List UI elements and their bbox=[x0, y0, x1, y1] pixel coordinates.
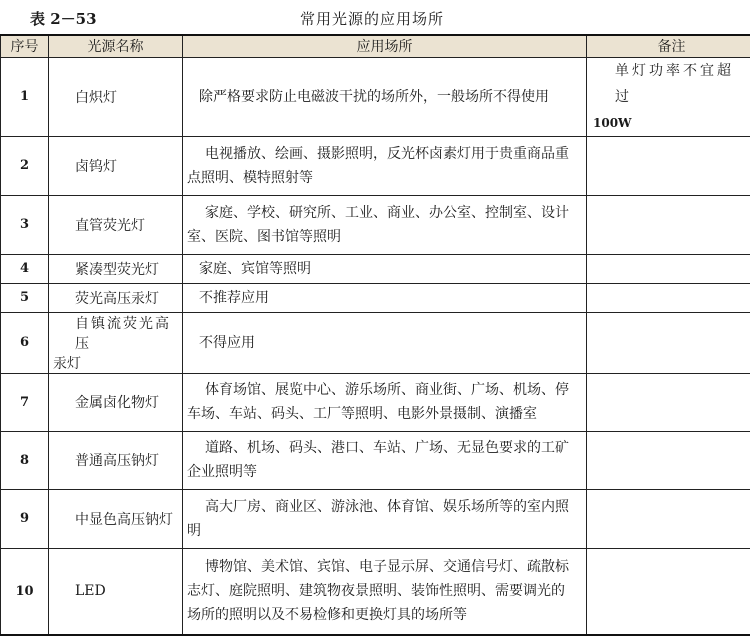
cell-name: 直管荧光灯 bbox=[49, 195, 183, 254]
cell-name: 荧光高压汞灯 bbox=[49, 283, 183, 312]
cell-use: 家庭、学校、研究所、工业、商业、办公室、控制室、设计室、医院、图书馆等照明 bbox=[183, 195, 587, 254]
cell-name: 紧凑型荧光灯 bbox=[49, 254, 183, 283]
cell-no: 9 bbox=[1, 489, 49, 548]
cell-name: 普通高压钠灯 bbox=[49, 431, 183, 489]
cell-use: 电视播放、绘画、摄影照明，反光杯卤素灯用于贵重商品重点照明、模特照射等 bbox=[183, 136, 587, 195]
cell-name: 金属卤化物灯 bbox=[49, 373, 183, 431]
cell-no: 10 bbox=[1, 548, 49, 635]
table-title: 常用光源的应用场所 bbox=[300, 8, 444, 29]
note-text: 单灯功率不宜超过 bbox=[593, 58, 750, 110]
cell-no: 5 bbox=[1, 283, 49, 312]
note-text-power: 100W bbox=[593, 110, 750, 136]
table-caption bbox=[0, 6, 750, 32]
cell-name: 中显色高压钠灯 bbox=[49, 489, 183, 548]
cell-use: 道路、机场、码头、港口、车站、广场、无显色要求的工矿企业照明等 bbox=[183, 431, 587, 489]
cell-use: 博物馆、美术馆、宾馆、电子显示屏、交通信号灯、疏散标志灯、庭院照明、建筑物夜景照明、装饰性照明、需要调光的场所的照明以及不易检修和更换灯具的场所等 bbox=[183, 548, 587, 635]
cell-note bbox=[587, 431, 750, 489]
cell-note bbox=[587, 283, 750, 312]
header-name: 光源名称 bbox=[49, 35, 183, 57]
cell-no: 8 bbox=[1, 431, 49, 489]
cell-note bbox=[587, 548, 750, 635]
cell-use: 家庭、宾馆等照明 bbox=[183, 254, 587, 283]
cell-name: 白炽灯 bbox=[49, 57, 183, 136]
header-no: 序号 bbox=[1, 35, 49, 57]
cell-note bbox=[587, 136, 750, 195]
cell-use: 不推荐应用 bbox=[183, 283, 587, 312]
table-header-row bbox=[1, 35, 750, 57]
cell-name: 卤钨灯 bbox=[49, 136, 183, 195]
cell-no: 3 bbox=[1, 195, 49, 254]
table-row bbox=[1, 136, 750, 195]
cell-use: 体育场馆、展览中心、游乐场所、商业街、广场、机场、停车场、车站、码头、工厂等照明、电影外景摄制、演播室 bbox=[183, 373, 587, 431]
cell-note bbox=[587, 312, 750, 373]
cell-no: 1 bbox=[1, 57, 49, 136]
cell-no: 2 bbox=[1, 136, 49, 195]
table-row bbox=[1, 373, 750, 431]
table-row bbox=[1, 195, 750, 254]
cell-use: 不得应用 bbox=[183, 312, 587, 373]
cell-note bbox=[587, 195, 750, 254]
table-row bbox=[1, 312, 750, 373]
cell-name-line1: 自镇流荧光高压 bbox=[53, 313, 182, 353]
header-note: 备注 bbox=[587, 35, 750, 57]
cell-name bbox=[49, 312, 183, 373]
cell-name-line2: 汞灯 bbox=[53, 356, 81, 372]
cell-no: 6 bbox=[1, 312, 49, 373]
table-row bbox=[1, 254, 750, 283]
cell-note bbox=[587, 57, 750, 136]
cell-note bbox=[587, 254, 750, 283]
table-row bbox=[1, 489, 750, 548]
cell-no: 4 bbox=[1, 254, 49, 283]
cell-name: LED bbox=[49, 548, 183, 635]
cell-note bbox=[587, 373, 750, 431]
cell-use: 除严格要求防止电磁波干扰的场所外，一般场所不得使用 bbox=[183, 57, 587, 136]
cell-note bbox=[587, 489, 750, 548]
table-row bbox=[1, 431, 750, 489]
table-row bbox=[1, 283, 750, 312]
table-row bbox=[1, 548, 750, 635]
table-row bbox=[1, 57, 750, 136]
cell-use: 高大厂房、商业区、游泳池、体育馆、娱乐场所等的室内照明 bbox=[183, 489, 587, 548]
cell-no: 7 bbox=[1, 373, 49, 431]
light-source-table bbox=[0, 34, 750, 636]
header-use: 应用场所 bbox=[183, 35, 587, 57]
table-number: 表 2－53 bbox=[30, 8, 97, 29]
